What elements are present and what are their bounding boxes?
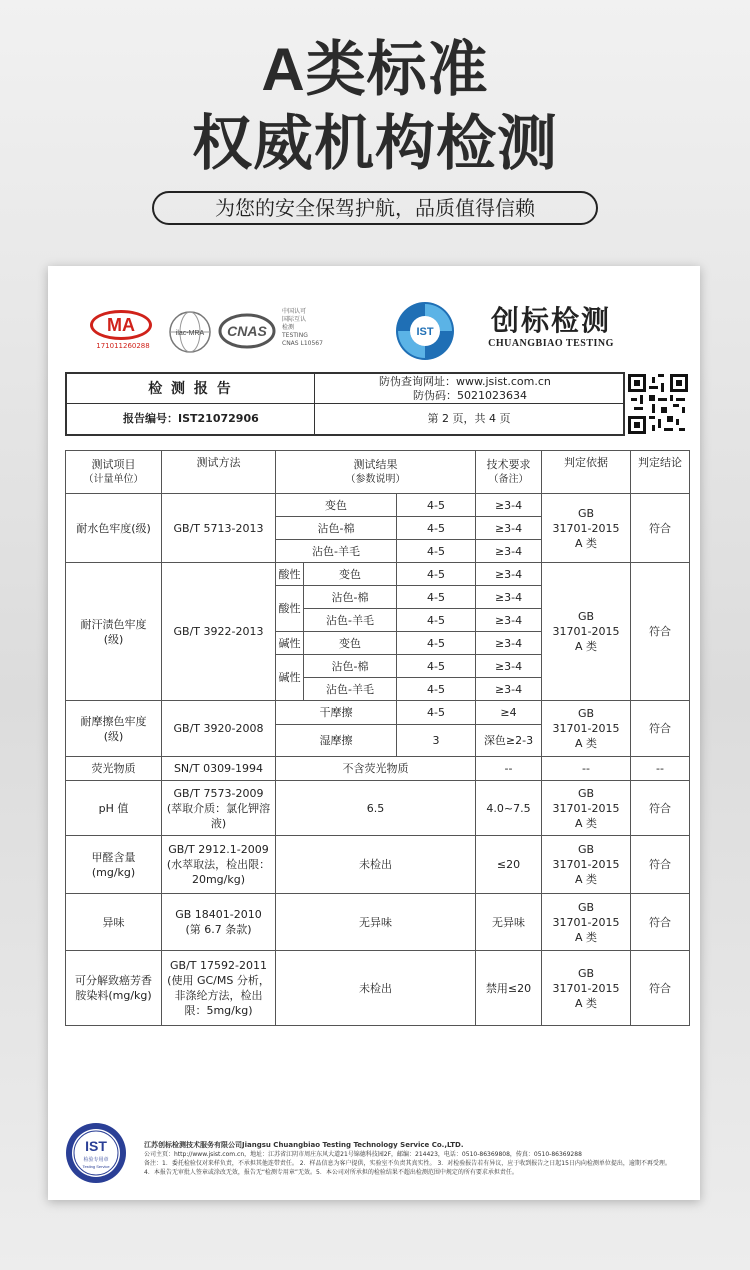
standard-line: 31701-2015 bbox=[552, 722, 620, 735]
result-label: 变色 bbox=[304, 632, 397, 655]
result-value: 4-5 bbox=[397, 563, 476, 586]
req-cell: ≥3-4 bbox=[476, 517, 542, 540]
footer-company: 江苏创标检测技术服务有限公司Jiangsu Chuangbiao Testing Technology Service Co.,LTD. bbox=[144, 1141, 464, 1149]
req-cell: ≤20 bbox=[476, 836, 542, 894]
item-cell: 耐水色牢度(级) bbox=[66, 494, 162, 563]
standard-line: GB bbox=[577, 843, 595, 856]
method-line: 限：5mg/kg) bbox=[184, 1004, 253, 1017]
standard-line: GB bbox=[577, 707, 595, 720]
method-line: (第 6.7 条款) bbox=[185, 923, 252, 936]
footer-note-1: 备注：1．委托检验仅对来样负责，不承担其他连带责任。 2．样品信息为客户提供，实验室不负责其真实性。 3．对检验报告若有异议，应于收到报告之日起15日内向检测单位提出，逾期不再受理。 bbox=[144, 1160, 671, 1167]
standard-line: A 类 bbox=[575, 930, 598, 944]
standard-line: 31701-2015 bbox=[552, 858, 620, 871]
standard-line: 31701-2015 bbox=[552, 521, 620, 535]
basis-cell bbox=[542, 951, 631, 1026]
result-cell: 未检出 bbox=[276, 951, 476, 1026]
standard-line: A 类 bbox=[575, 816, 598, 830]
req-cell: ≥3-4 bbox=[476, 609, 542, 632]
ist-seal-icon bbox=[64, 1121, 128, 1185]
anti-fake-info bbox=[315, 374, 623, 404]
verdict-cell: 符合 bbox=[631, 701, 690, 757]
basis-cell bbox=[542, 494, 631, 563]
item-line: 耐汗渍色牢度 bbox=[80, 617, 147, 631]
verdict-cell: 符合 bbox=[631, 836, 690, 894]
method-line: GB/T 17592-2011 bbox=[170, 959, 267, 972]
standard-line: GB bbox=[577, 506, 595, 520]
cnas-caption-line: 中国认可 bbox=[282, 308, 307, 315]
header-verdict: 判定结论 bbox=[631, 451, 690, 494]
result-label: 沾色-羊毛 bbox=[304, 678, 397, 701]
basis-cell bbox=[542, 701, 631, 757]
report-footer bbox=[64, 1121, 684, 1187]
standard-line: A 类 bbox=[575, 873, 598, 886]
report-header bbox=[65, 372, 625, 436]
item-cell bbox=[66, 701, 162, 757]
report-title: 检 测 报 告 bbox=[67, 374, 315, 404]
seal-title: IST bbox=[85, 1138, 107, 1154]
ist-logo bbox=[394, 300, 456, 362]
header-result-sub: （参数说明） bbox=[345, 474, 406, 485]
method-line: (使用 GC/MS 分析， bbox=[167, 974, 270, 987]
item-line: 可分解致癌芳香 bbox=[75, 974, 152, 987]
cma-number: 171011260288 bbox=[96, 342, 150, 350]
table-row bbox=[66, 757, 690, 781]
footer-note-2: 4．本报告无审批人签章或涂改无效，报告无“检测专用章”无效。5．本公司对所承担的检验结果不超出检测范围中规定的所有要求承担责任。 bbox=[144, 1169, 518, 1176]
method-cell bbox=[162, 836, 276, 894]
result-label: 湿摩擦 bbox=[276, 725, 397, 757]
header-item-label: 测试项目 bbox=[91, 458, 136, 471]
req-cell: ≥3-4 bbox=[476, 586, 542, 609]
header-basis: 判定依据 bbox=[542, 451, 631, 494]
basis-cell bbox=[542, 894, 631, 951]
item-cell: pH 值 bbox=[66, 781, 162, 836]
header-result bbox=[276, 451, 476, 494]
result-value: 4-5 bbox=[397, 632, 476, 655]
verdict-cell: -- bbox=[631, 757, 690, 781]
verdict-cell: 符合 bbox=[631, 951, 690, 1026]
standard-line: 31701-2015 bbox=[552, 915, 620, 929]
method-cell: GB/T 5713-2013 bbox=[162, 494, 276, 563]
table-row bbox=[66, 894, 690, 951]
basis-cell bbox=[542, 781, 631, 836]
method-line: 20mg/kg) bbox=[191, 873, 246, 886]
header-req-sub: （备注） bbox=[488, 474, 529, 485]
table-row bbox=[66, 836, 690, 894]
query-site: 防伪查询网址：www.jsist.com.cn bbox=[379, 375, 551, 388]
req-cell: 4.0~7.5 bbox=[476, 781, 542, 836]
footer-text bbox=[144, 1141, 684, 1177]
item-cell bbox=[66, 836, 162, 894]
basis-cell bbox=[542, 836, 631, 894]
cma-logo bbox=[90, 310, 156, 358]
result-value: 4-5 bbox=[397, 609, 476, 632]
ilac-text: ilac-MRA bbox=[175, 330, 205, 337]
basis-cell bbox=[542, 563, 631, 701]
cnas-caption-line: CNAS L10567 bbox=[282, 340, 323, 347]
standard-line: A 类 bbox=[575, 536, 598, 550]
basis-cell: -- bbox=[542, 757, 631, 781]
method-cell: GB/T 3922-2013 bbox=[162, 563, 276, 701]
method-line: GB/T 7573-2009 bbox=[173, 786, 264, 800]
verdict-cell: 符合 bbox=[631, 494, 690, 563]
item-line: (mg/kg) bbox=[91, 865, 136, 879]
result-value: 4-5 bbox=[397, 655, 476, 678]
result-value: 4-5 bbox=[397, 586, 476, 609]
method-cell: GB/T 3920-2008 bbox=[162, 701, 276, 757]
ilac-mra-logo bbox=[168, 310, 212, 354]
item-cell: 荧光物质 bbox=[66, 757, 162, 781]
item-line: (级) bbox=[103, 632, 124, 646]
standard-line: A 类 bbox=[575, 640, 598, 653]
req-cell: ≥3-4 bbox=[476, 540, 542, 563]
result-label: 沾色-羊毛 bbox=[276, 540, 397, 563]
table-row bbox=[66, 951, 690, 1026]
brand bbox=[466, 304, 636, 349]
cnas-caption-line: 国际互认 bbox=[282, 316, 307, 323]
verdict-cell: 符合 bbox=[631, 781, 690, 836]
req-cell: -- bbox=[476, 757, 542, 781]
standard-line: GB bbox=[577, 966, 595, 980]
report-number: 报告编号：IST21072906 bbox=[67, 404, 315, 434]
cnas-text: CNAS bbox=[227, 323, 267, 339]
req-cell: 禁用≤20 bbox=[476, 951, 542, 1026]
method-line: GB/T 2912.1-2009 bbox=[168, 843, 269, 856]
table-header-row bbox=[66, 451, 690, 494]
result-value: 4-5 bbox=[397, 540, 476, 563]
hero bbox=[0, 38, 750, 176]
brand-name-en: CHUANGBIAO TESTING bbox=[488, 338, 614, 349]
cnas-logo bbox=[218, 312, 276, 350]
footer-address: 公司主页：http://www.jsist.com.cn，地址：江苏省江阴市周庄东风大道21号锦德科技园2F，邮编：214423，电话：0510-86369808，传真：0510-86369288 bbox=[144, 1151, 582, 1158]
method-cell bbox=[162, 951, 276, 1026]
result-value: 4-5 bbox=[397, 494, 476, 517]
test-results-table bbox=[65, 450, 690, 1026]
header-req bbox=[476, 451, 542, 494]
hero-title-line1: A类标准 bbox=[261, 36, 489, 103]
result-value: 4-5 bbox=[397, 517, 476, 540]
standard-line: GB bbox=[577, 900, 595, 914]
req-cell: ≥3-4 bbox=[476, 494, 542, 517]
table-row bbox=[66, 781, 690, 836]
result-value: 3 bbox=[397, 725, 476, 757]
method-line: 液) bbox=[210, 816, 227, 830]
standard-line: A 类 bbox=[575, 996, 598, 1010]
item-cell: 异味 bbox=[66, 894, 162, 951]
seal-sub: 检验专用章 bbox=[83, 1157, 109, 1163]
seal-en: Testing Service bbox=[82, 1164, 110, 1169]
standard-line: 31701-2015 bbox=[552, 801, 620, 815]
result-label: 干摩擦 bbox=[276, 701, 397, 725]
table-row bbox=[66, 701, 690, 725]
verdict-cell: 符合 bbox=[631, 894, 690, 951]
result-label: 沾色-羊毛 bbox=[304, 609, 397, 632]
header-result-label: 测试结果 bbox=[353, 458, 398, 471]
method-cell bbox=[162, 894, 276, 951]
item-cell bbox=[66, 951, 162, 1026]
result-value: 4-5 bbox=[397, 678, 476, 701]
cnas-caption-line: TESTING bbox=[282, 332, 308, 339]
anti-fake-code: 防伪码：5021023634 bbox=[413, 389, 527, 402]
result-cell: 6.5 bbox=[276, 781, 476, 836]
method-line: (水萃取法，检出限： bbox=[166, 858, 271, 871]
req-cell: ≥3-4 bbox=[476, 563, 542, 586]
result-label: 变色 bbox=[276, 494, 397, 517]
result-cell: 无异味 bbox=[276, 894, 476, 951]
hero-title-line2: 权威机构检测 bbox=[192, 110, 558, 177]
table-row bbox=[66, 494, 690, 517]
item-cell bbox=[66, 563, 162, 701]
result-label: 沾色-棉 bbox=[304, 655, 397, 678]
ph-type-cell: 酸性 bbox=[276, 586, 304, 632]
brand-name-cn: 创标检测 bbox=[490, 304, 611, 337]
req-cell: 无异味 bbox=[476, 894, 542, 951]
subtitle-pill: 为您的安全保驾护航，品质值得信赖 bbox=[152, 191, 598, 225]
qr-code bbox=[628, 374, 688, 434]
item-line: 胺染料(mg/kg) bbox=[75, 989, 152, 1002]
test-report-document bbox=[48, 266, 700, 1200]
req-cell: 深色≥2-3 bbox=[476, 725, 542, 757]
item-line: (级) bbox=[103, 729, 124, 743]
result-cell: 未检出 bbox=[276, 836, 476, 894]
ist-logo-text: IST bbox=[416, 326, 434, 338]
result-cell: 不含荧光物质 bbox=[276, 757, 476, 781]
header-req-label: 技术要求 bbox=[486, 458, 531, 471]
cnas-caption bbox=[282, 308, 342, 348]
ph-type-cell: 碱性 bbox=[276, 632, 304, 655]
method-line: 非涤纶方法，检出 bbox=[174, 989, 263, 1002]
cma-mark: MA bbox=[90, 310, 152, 340]
req-cell: ≥3-4 bbox=[476, 632, 542, 655]
standard-line: A 类 bbox=[575, 737, 598, 750]
table-row bbox=[66, 563, 690, 586]
header-item-sub: （计量单位） bbox=[83, 474, 144, 485]
method-cell bbox=[162, 781, 276, 836]
standard-line: 31701-2015 bbox=[552, 625, 620, 638]
item-line: 甲醛含量 bbox=[91, 850, 136, 864]
ph-type-cell: 碱性 bbox=[276, 655, 304, 701]
result-value: 4-5 bbox=[397, 701, 476, 725]
result-label: 沾色-棉 bbox=[276, 517, 397, 540]
header-method: 测试方法 bbox=[162, 451, 276, 494]
cnas-caption-line: 检测 bbox=[282, 324, 295, 331]
result-label: 沾色-棉 bbox=[304, 586, 397, 609]
verdict-cell: 符合 bbox=[631, 563, 690, 701]
page-indicator: 第 2 页，共 4 页 bbox=[427, 412, 511, 425]
standard-line: GB bbox=[577, 610, 595, 623]
ph-type-cell: 酸性 bbox=[276, 563, 304, 586]
method-line: GB 18401-2010 bbox=[175, 908, 262, 921]
req-cell: ≥4 bbox=[476, 701, 542, 725]
standard-line: 31701-2015 bbox=[552, 981, 620, 995]
method-cell: SN/T 0309-1994 bbox=[162, 757, 276, 781]
result-label: 变色 bbox=[304, 563, 397, 586]
req-cell: ≥3-4 bbox=[476, 655, 542, 678]
header-item bbox=[66, 451, 162, 494]
standard-line: GB bbox=[577, 786, 595, 800]
item-line: 耐摩擦色牢度 bbox=[80, 714, 147, 728]
method-line: (萃取介质：氯化钾溶 bbox=[166, 801, 271, 815]
req-cell: ≥3-4 bbox=[476, 678, 542, 701]
